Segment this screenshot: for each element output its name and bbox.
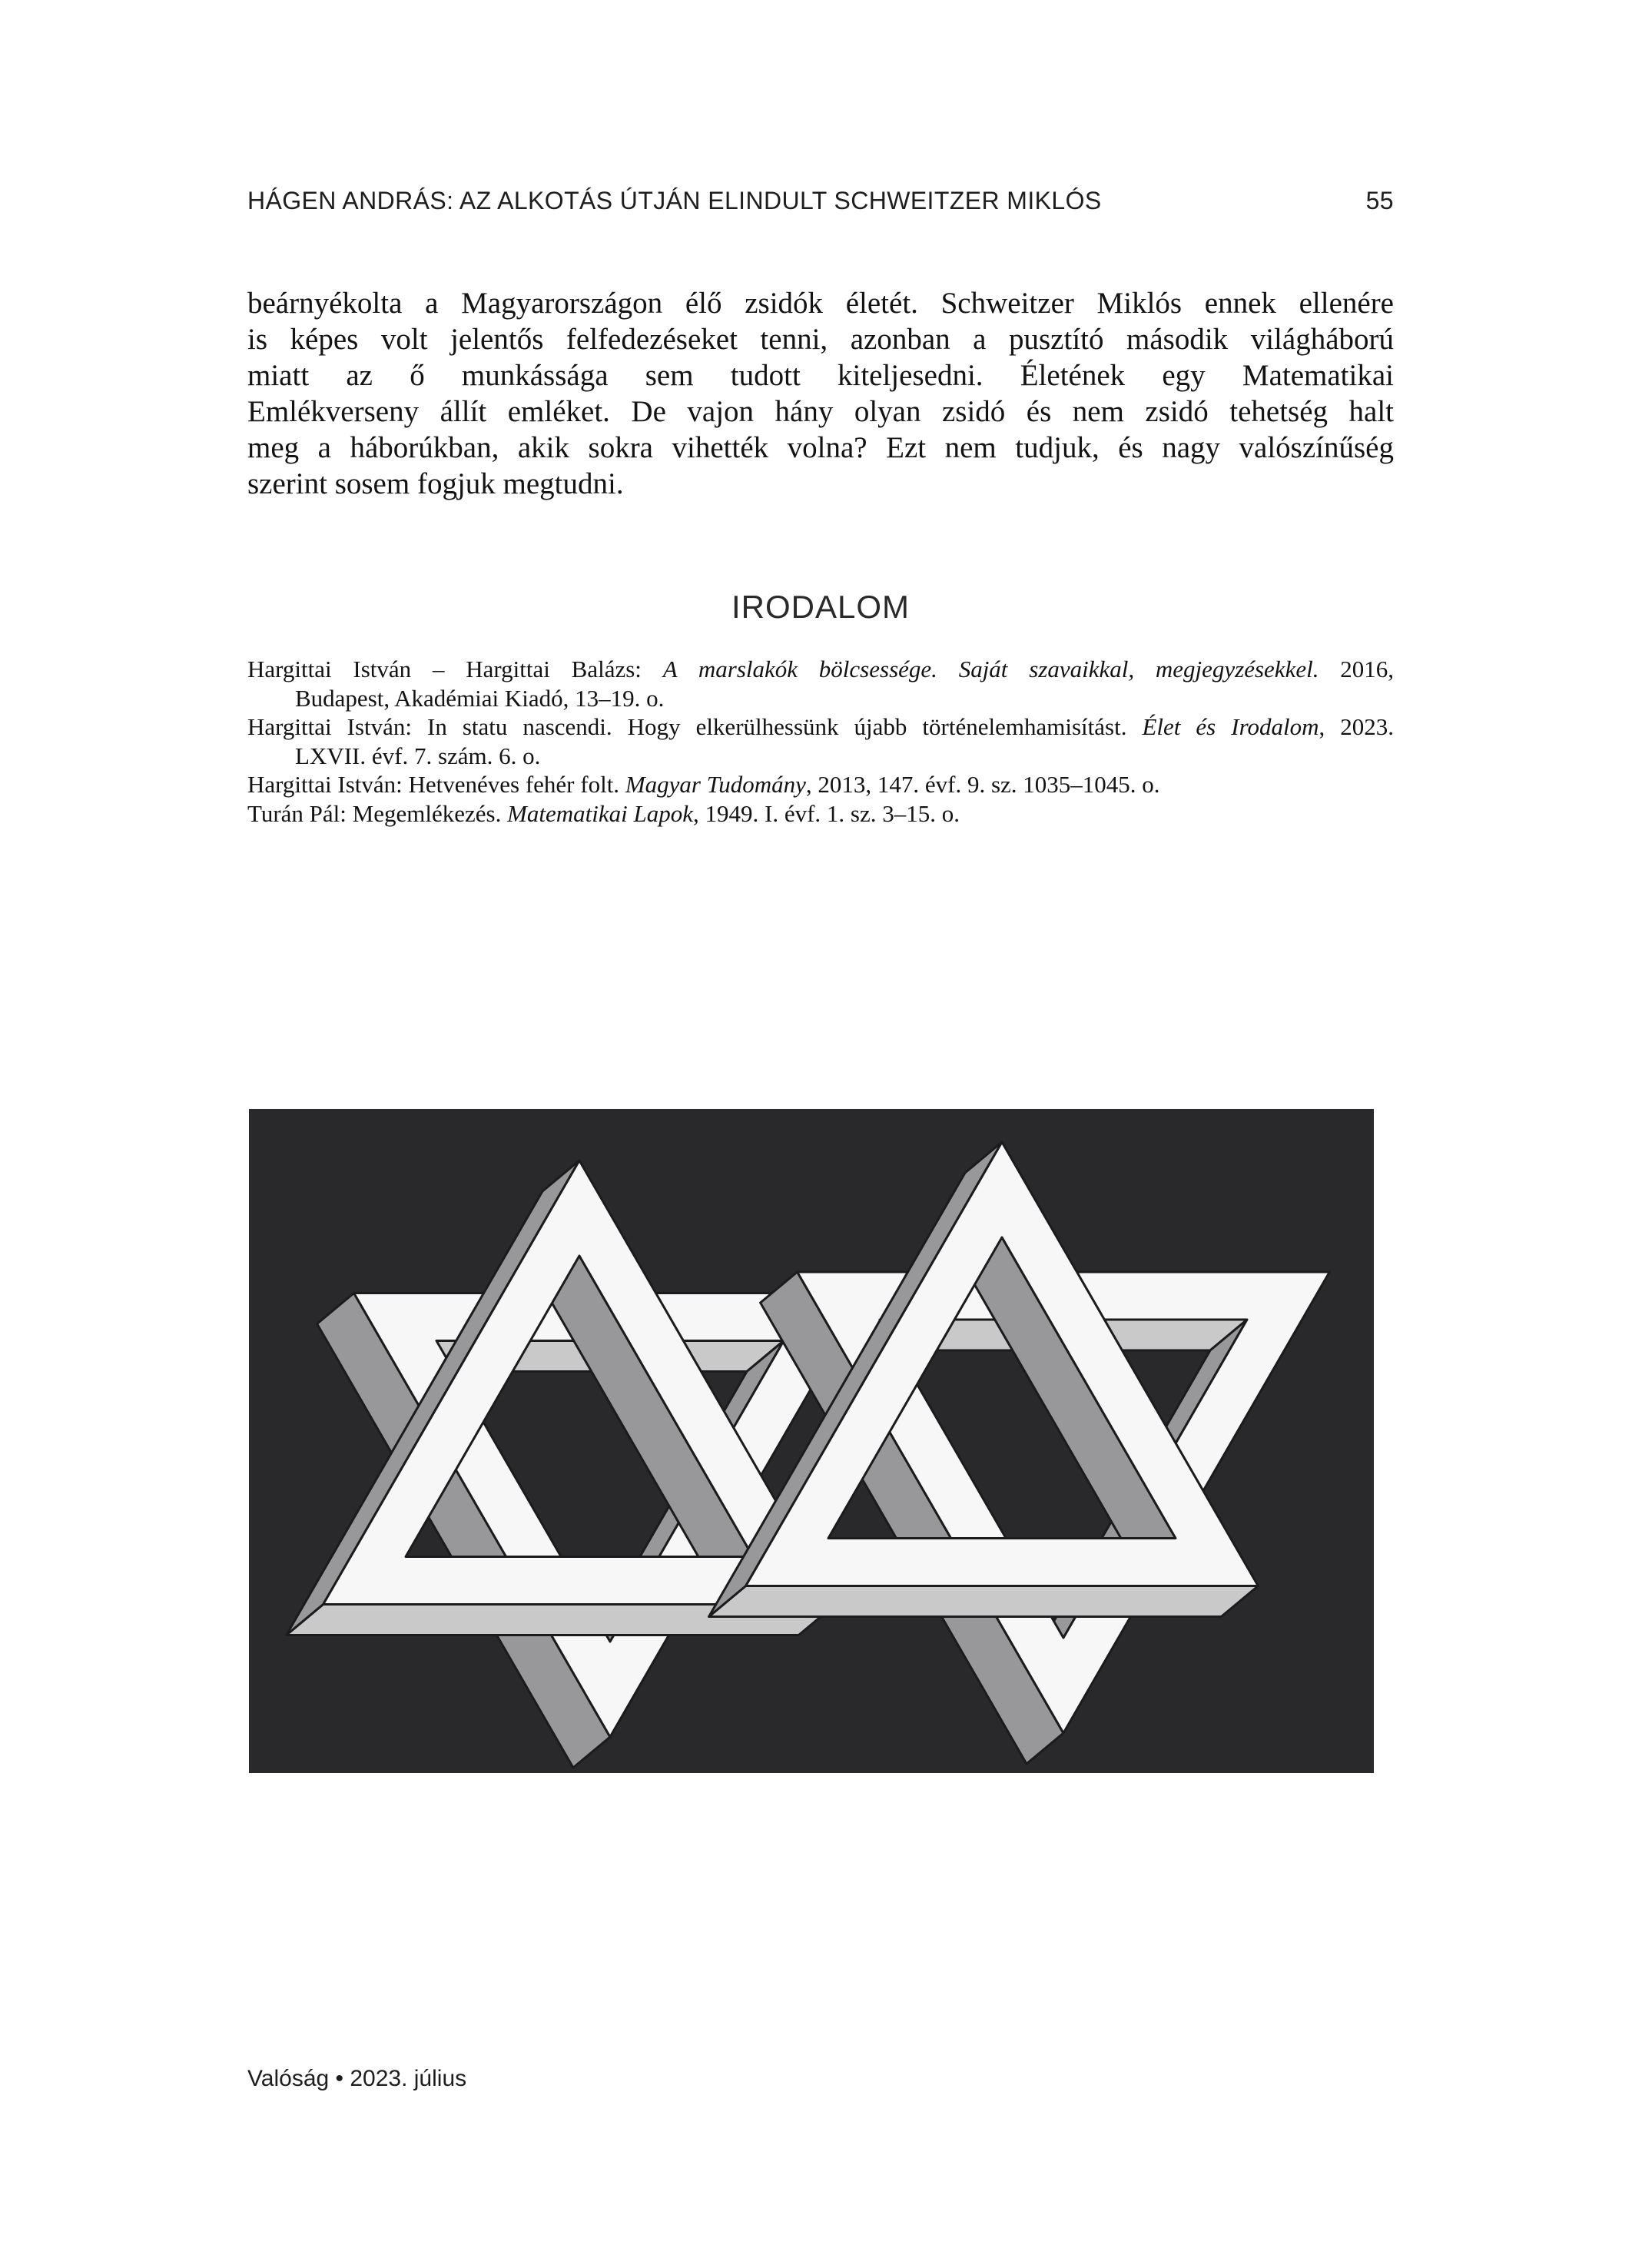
reference-list: [247, 655, 1394, 828]
impossible-stars-figure: [249, 1109, 1374, 1773]
reference-text: Hargittai István: In statu nascendi. Hogy elkerülhessünk újabb történelemhamisítást.: [247, 713, 1143, 740]
reference-line: [247, 684, 1394, 713]
reference-line: [247, 655, 1394, 684]
reference-line: [247, 770, 1394, 799]
reference-text: LXVII. évf. 7. szám. 6. o.: [295, 742, 541, 769]
paragraph-line: miatt az ő munkássága sem tudott kiteljesedni. Életének egy Matematikai: [247, 359, 1394, 392]
paragraph-line: is képes volt jelentős felfedezéseket tenni, azonban a pusztító második világháború: [247, 323, 1394, 356]
reference-line: [247, 742, 1394, 771]
body-paragraph: [247, 285, 1394, 502]
reference-title-italic: Matematikai Lapok: [507, 799, 694, 827]
reference-text: , 1949. I. évf. 1. sz. 3–15. o.: [693, 799, 960, 827]
page-header: [247, 187, 1394, 215]
impossible-stars-svg: [249, 1109, 1374, 1773]
paragraph-line: Emlékverseny állít emléket. De vajon hány olyan zsidó és nem zsidó tehetség halt: [247, 395, 1394, 428]
paragraph-line: szerint sosem fogjuk megtudni.: [247, 467, 624, 500]
paragraph-line: beárnyékolta a Magyarországon élő zsidók életét. Schweitzer Miklós ennek ellenére: [247, 287, 1394, 320]
reference-text: Turán Pál: Megemlékezés.: [247, 799, 508, 827]
reference-text: 2016,: [1319, 656, 1394, 682]
reference-text: , 2013, 147. évf. 9. sz. 1035–1045. o.: [805, 771, 1160, 798]
journal-footer: Valóság • 2023. július: [247, 2066, 467, 2091]
reference-text: Budapest, Akadémiai Kiadó, 13–19. o.: [295, 684, 665, 712]
reference-line: [247, 712, 1394, 742]
reference-line: [247, 799, 1394, 829]
reference-title-italic: Élet és Irodalom: [1142, 713, 1319, 740]
page-number: 55: [1365, 187, 1394, 214]
running-title: HÁGEN ANDRÁS: AZ ALKOTÁS ÚTJÁN ELINDULT SCHWEITZER MIKLÓS: [247, 187, 1102, 214]
section-heading: IRODALOM: [731, 589, 911, 625]
reference-title-italic: A marslakók bölcsessége. Saját szavaikkal, megjegyzésekkel.: [662, 656, 1319, 682]
paragraph-line: meg a háborúkban, akik sokra vihették volna? Ezt nem tudjuk, és nagy valószínűség: [247, 431, 1394, 464]
reference-title-italic: Magyar Tudomány: [625, 771, 806, 798]
reference-text: Hargittai István – Hargittai Balázs:: [247, 656, 663, 682]
reference-text: Hargittai István: Hetvenéves fehér folt.: [247, 771, 625, 798]
reference-text: , 2023.: [1319, 713, 1395, 740]
